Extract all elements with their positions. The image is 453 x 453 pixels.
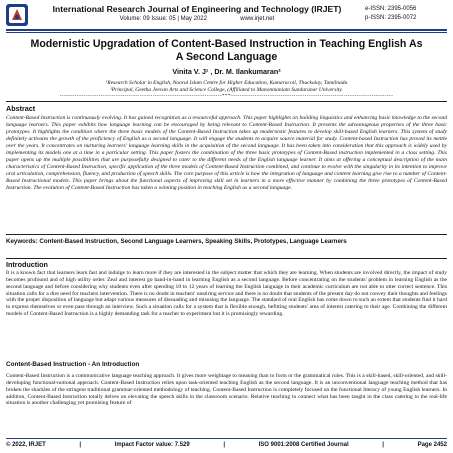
paper-title: Modernistic Upgradation of Content-Based Instruction in Teaching English As A Second Language [30, 38, 423, 63]
paper-authors: Vinita V. J¹ , Dr. M. Ilankumaran² [172, 67, 281, 76]
page-footer [6, 440, 447, 451]
abstract-heading: Abstract [6, 104, 36, 113]
pissn: p-ISSN: 2395-0072 [365, 15, 417, 21]
journal-website: www.irjet.net [240, 16, 275, 22]
footer-page-number: Page 2452 [417, 442, 447, 448]
divider [6, 101, 447, 102]
cbi-subheading: Content-Based Instruction - An Introduction [6, 361, 140, 368]
introduction-paragraph: It is a known fact that learners learn fast and indulge to learn more if they are interested in the subject matter that which they are learning. When students are involved directly, the impact of study becomes profound and of high utility order. Zeal and interest go hand-in-hand in learning English as a second language. Before concentrating on the students' problem in learning English as the second language and before considering why students even after spending 10 to 12 years of learning the English language in their academic curriculum are not able to utter correct sentence. This situation calls for a dire need for teachers intervention. There is no doubt in teachers' unstiring service and there is no doubt that students of the present day do not convey their thoughts and feelings with the proper disposition of language but adapt various measures of dissuading and misusing the language. The standard of oral English has come down to such an extent that students find it hard to express themselves or even pass through an interview. Such a situation calls for a system that is flexible enough, befitting students' area of interest catering to their age. Combining the different models of Content-Based Instruction is a highly demanding task for a teacher to experiment but it is promisingly rewarding. [6, 270, 447, 318]
abstract-text: Content-Based Instruction is continuously evolving. It has gained recognition as a resourceful approach. This paper highlights on building linguistics and enhancing basic knowledge to the second language learners. This paper exhibits how language learning can be encouraged by being relevant to Content-Based Instruction. It presents the advantageous properties of the three basic prototypes. It highlights the condition where the three basic models of the Content-Based Instruction takes up modernistic features to develop skill-based English learners. This system of study definitely activates the growth of the proficiency of English as a second language. It will engage the students to acquire source material for study. Content-based Instruction has proved its mettle over the years. It concentrates on nurturing learners' language learning skills in the acquisition of the second language. It has been taken into consideration that this approach is widely used by implementing its models one at a time in a particular setting. This paper fosters the combination of the three basic prototypes of Content-Based instruction implemented in a class setting. This paper opens up the multiple possibilities that are purposefully designed to cater to the different needs of the English language learner. It aims at offering a conceptual description of the main characteristics of Content-Based Instruction, specific application of the three models of Content-Based Instruction combined, and continue to evolve with the singularity in its intention to improve oral articulation, comprehension, fluency, and production of speech skills. The core purpose of this article is how the integration of language and content learning give rise to a number of Content-Based Instructional models. This paper brings about the functional aspects of improving skill set in learners in a more effective manner by combining the three prototypes of Content-Based Instruction. The evolution of Content-Based Instruction has taken a winning position in teaching English as a second language. [6, 115, 447, 191]
journal-name: International Research Journal of Engineering and Technology (IRJET) [52, 4, 342, 14]
footer-rule [6, 438, 447, 439]
irjet-logo-icon [6, 4, 28, 26]
journal-title-block [32, 4, 362, 24]
divider [6, 258, 447, 259]
footer-copyright: © 2022, IRJET [6, 442, 46, 448]
footer-iso: ISO 9001:2008 Certified Journal [258, 442, 349, 448]
keywords: Keywords: Content-Based Instruction, Second Language Learners, Speaking Skills, Prototypes, Language Learners [6, 238, 347, 245]
affiliation-2: ²Principal, Geetha Jeevan Arts and Science College, (Affiliated to Manonmaniam Sundaranar University. [110, 87, 343, 93]
issue-line [32, 15, 362, 24]
affiliation-1: ¹Research Scholar in English, Noorul Islam Centre for Higher Education, Kumaracoil, Thuckalay, Tamilnadu [105, 80, 348, 86]
cbi-paragraph: Content-Based Instruction is a communicative language teaching approach. It gives more weightage to meaning than to form or the grammatical rules. This is a skill-based, skill-oriented, and skill-developing functional-notional approach. Content-Based Instruction relies upon task-oriented teaching English as the second language. It is an unconventional language teaching method that has broken the shackles of the stringent traditional grammar-oriented methodology of teaching. Content-Based Instruction is completely focused on the functional literacy of young English learners. In addition, Content-Based Instruction totally delves on elevating the speech skills in the classroom scenario. Relative teaching to connect what has been taught in the class catering to the real-life situation is another challenging yet promising feature of [6, 373, 447, 407]
separator-stars: ---------------------------------------------------------------------------***--------------------------------------------------------------------------- [59, 94, 394, 99]
footer-separator: | [382, 442, 384, 448]
volume-info: Volume: 09 Issue: 05 | May 2022 [119, 16, 207, 22]
header-rule-thin [6, 32, 447, 33]
issn-block [365, 5, 447, 23]
header-rule [6, 29, 447, 31]
eissn: e-ISSN: 2395-0056 [365, 6, 417, 12]
introduction-heading: Introduction [6, 260, 48, 269]
divider [6, 234, 447, 235]
footer-separator: | [223, 442, 226, 448]
footer-separator: | [79, 442, 82, 448]
footer-impact-factor: Impact Factor value: 7.529 [114, 442, 190, 448]
journal-header [6, 3, 447, 28]
